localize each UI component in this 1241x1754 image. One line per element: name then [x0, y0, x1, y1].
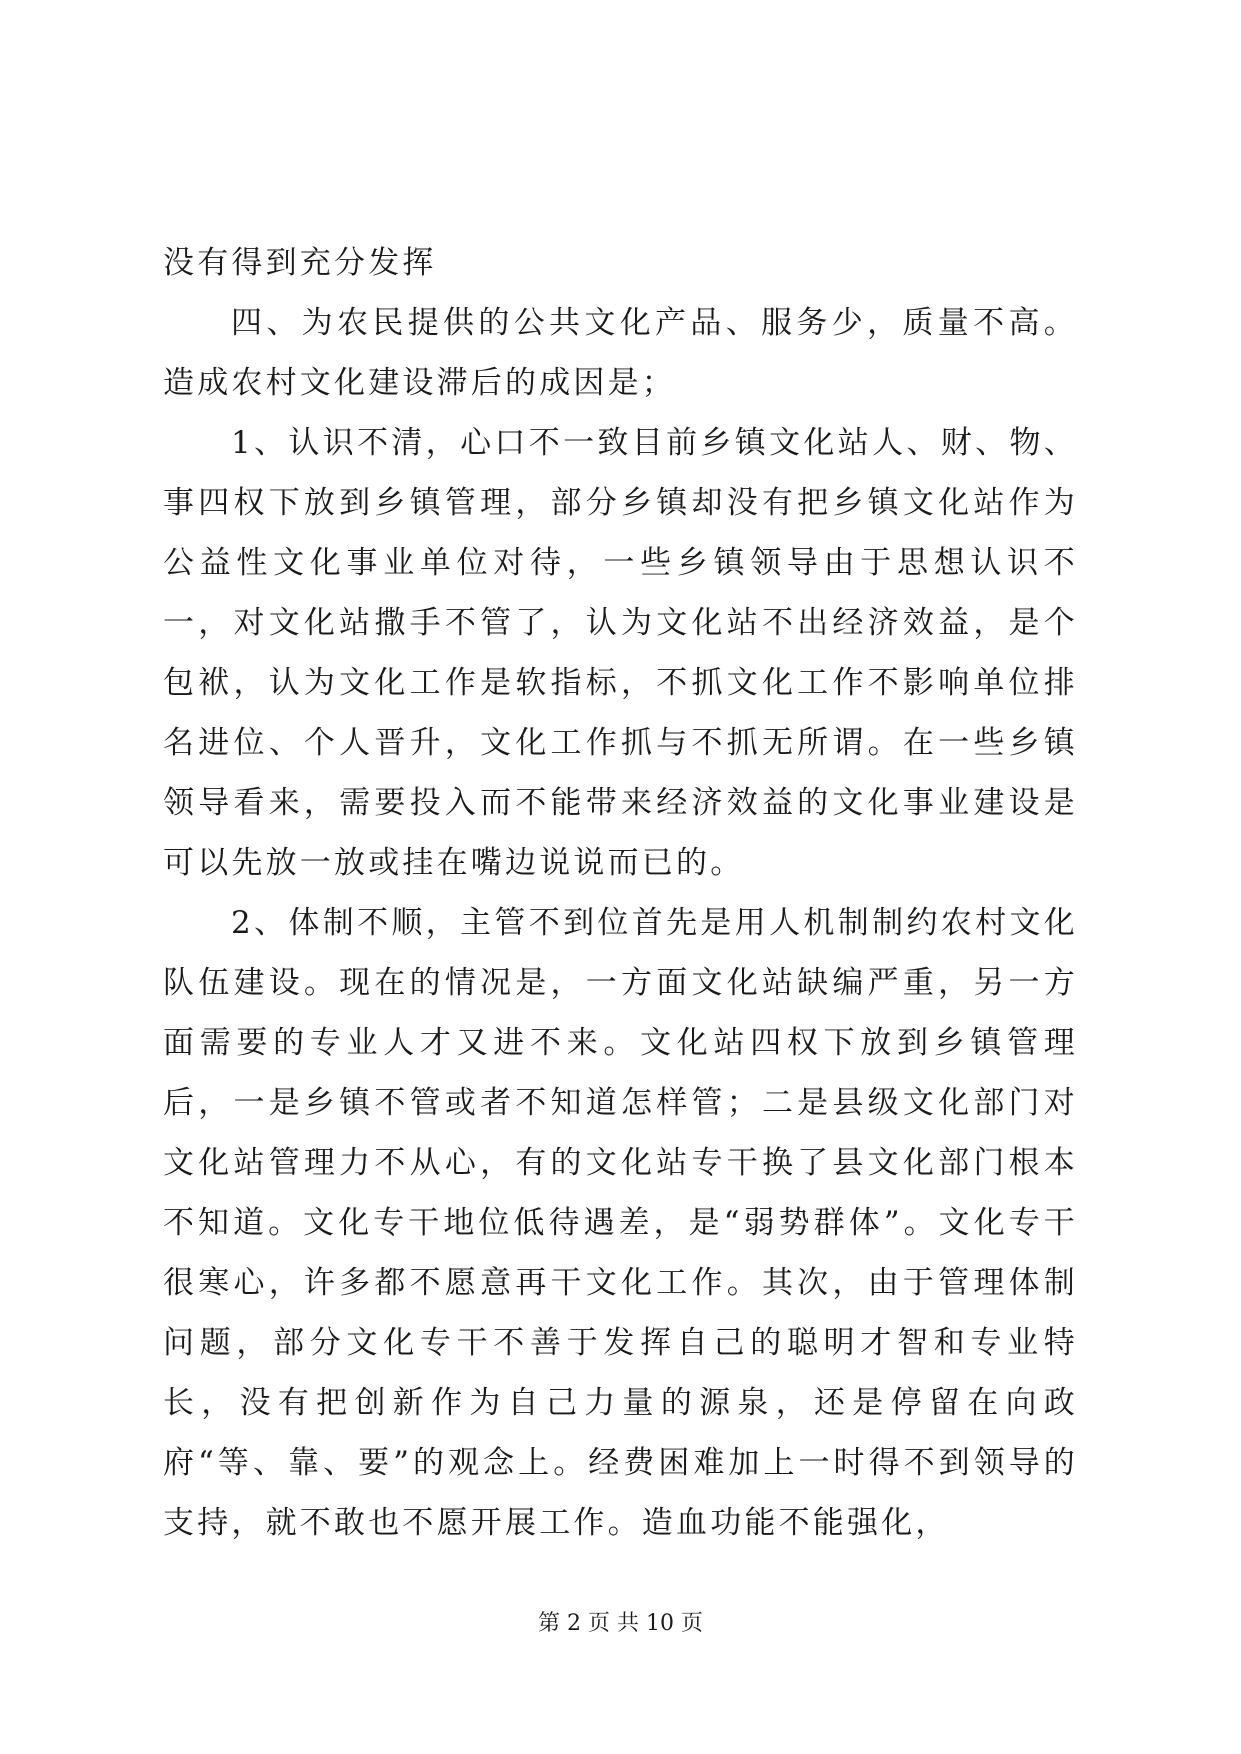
paragraph-section-four: 四、为农民提供的公共文化产品、服务少，质量不高。造成农村文化建设滞后的成因是；	[163, 305, 1078, 401]
paragraph-point-two: 2、体制不顺，主管不到位首先是用人机制制约农村文化队伍建设。现在的情况是，一方面文化站缺编严重，另一方面需要的专业人才又进不来。文化站四权下放到乡镇管理后，一是乡镇不管或者不知道怎样管；二是县级文化部门对文化站管理力不从心，有的文化站专干换了县文化部门根本不知道。文化专干地位低待遇差，是“弱势群体”。文化专干很寒心，许多都不愿意再干文化工作。其次，由于管理体制问题，部分文化专干不善于发挥自己的聪明才智和专业特长，没有把创新作为自己力量的源泉，还是停留在向政府“等、靠、要”的观念上。经费困难加上一时得不到领导的支持，就不敢也不愿开展工作。造血功能不能强化，	[163, 905, 1078, 1541]
page-number-footer: 第 2 页 共 10 页	[538, 1611, 703, 1636]
paragraph-point-one: 1、认识不清，心口不一致目前乡镇文化站人、财、物、事四权下放到乡镇管理，部分乡镇却没有把乡镇文化站作为公益性文化事业单位对待，一些乡镇领导由于思想认识不一，对文化站撒手不管了，认为文化站不出经济效益，是个包袱，认为文化工作是软指标，不抓文化工作不影响单位排名进位、个人晋升，文化工作抓与不抓无所谓。在一些乡镇领导看来，需要投入而不能带来经济效益的文化事业建设是可以先放一放或挂在嘴边说说而已的。	[163, 425, 1078, 881]
paragraph-continuation: 没有得到充分发挥	[163, 245, 437, 281]
document-body	[163, 233, 1078, 1553]
